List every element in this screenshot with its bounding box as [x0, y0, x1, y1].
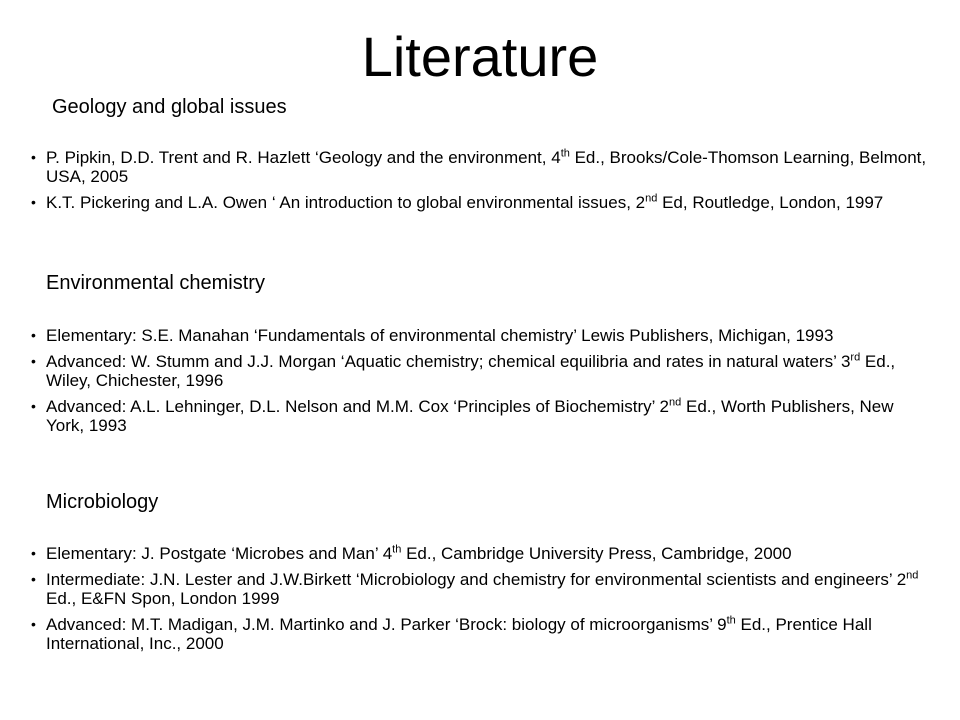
- bullet-icon: •: [31, 616, 36, 632]
- section-heading-geology: Geology and global issues: [52, 96, 287, 118]
- reference-item: • P. Pipkin, D.D. Trent and R. Hazlett ‘Geology and the environment, 4th Ed., Brooks/Cole-Thomson Learning, Belmont, USA, 2005: [31, 147, 927, 186]
- reference-item: • Elementary: J. Postgate ‘Microbes and Man’ 4th Ed., Cambridge University Press, Cambridge, 2000: [31, 543, 792, 563]
- bullet-icon: •: [31, 571, 36, 587]
- bullet-icon: •: [31, 398, 36, 414]
- bullet-icon: •: [31, 545, 36, 561]
- bullet-icon: •: [31, 353, 36, 369]
- reference-item: • Advanced: M.T. Madigan, J.M. Martinko and J. Parker ‘Brock: biology of microorganisms’ 9th Ed., Prentice Hall International, Inc., 2000: [31, 614, 872, 653]
- section-heading-microbiology: Microbiology: [46, 491, 159, 513]
- reference-item: • Advanced: A.L. Lehninger, D.L. Nelson and M.M. Cox ‘Principles of Biochemistry’ 2nd Ed., Worth Publishers, New York, 1993: [31, 396, 894, 435]
- bullet-icon: •: [31, 327, 36, 343]
- reference-list-chemistry: [0, 326, 960, 442]
- reference-list-geology: [0, 148, 960, 219]
- slide-title: Literature: [361, 25, 599, 88]
- reference-item: • Elementary: S.E. Manahan ‘Fundamentals of environmental chemistry’ Lewis Publishers, Michigan, 1993: [31, 326, 834, 345]
- section-heading-chemistry: Environmental chemistry: [46, 272, 265, 294]
- reference-list-microbiology: [0, 544, 960, 660]
- reference-item: • K.T. Pickering and L.A. Owen ‘ An introduction to global environmental issues, 2nd Ed, Routledge, London, 1997: [31, 192, 884, 212]
- bullet-icon: •: [31, 149, 36, 165]
- reference-item: • Advanced: W. Stumm and J.J. Morgan ‘Aquatic chemistry; chemical equilibria and rates in natural waters’ 3rd Ed., Wiley, Chichester, 1996: [31, 351, 896, 390]
- reference-item: • Intermediate: J.N. Lester and J.W.Birkett ‘Microbiology and chemistry for environmental scientists and engineers’ 2nd Ed., E&FN Spon, London 1999: [31, 569, 919, 608]
- bullet-icon: •: [31, 194, 36, 210]
